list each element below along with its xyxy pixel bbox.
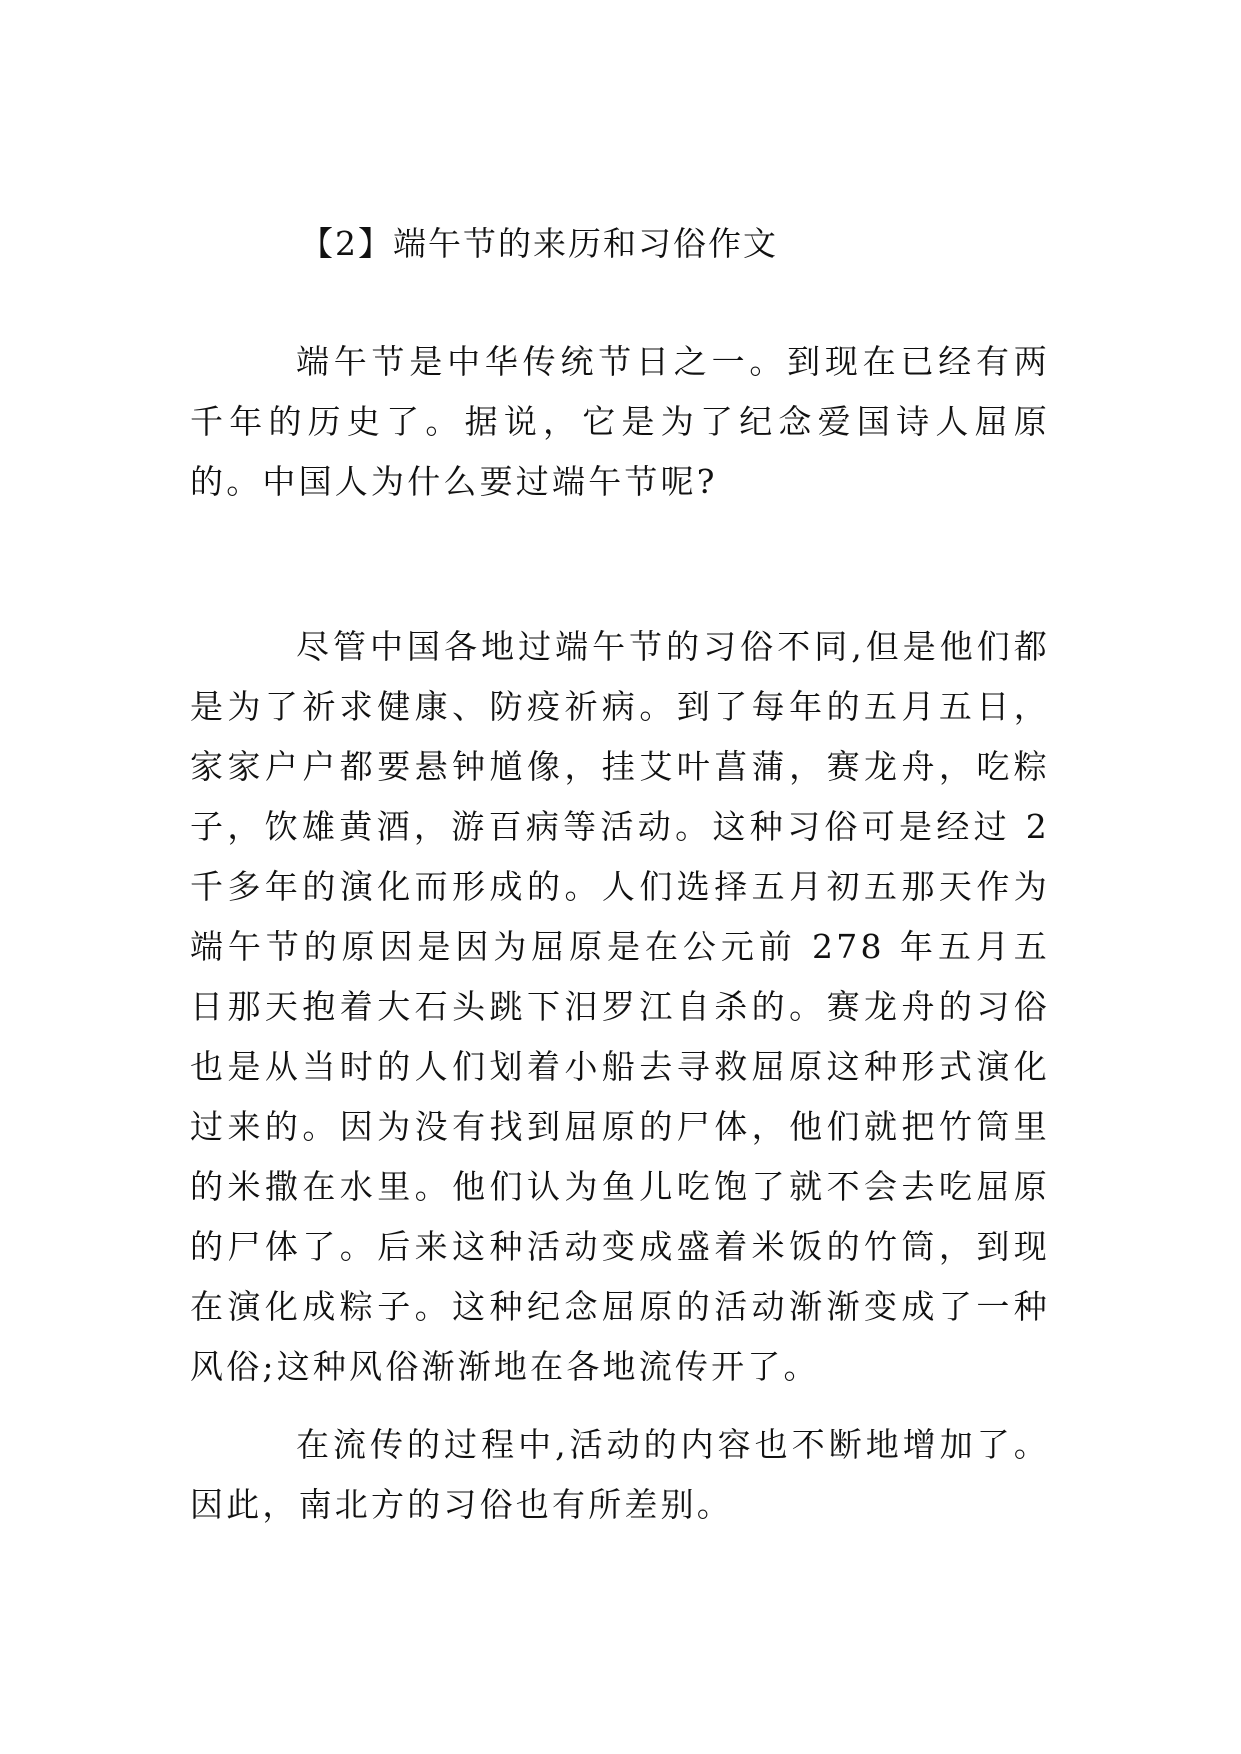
paragraph-origin: 端午节是中华传统节日之一。到现在已经有两千年的历史了。据说，它是为了纪念爱国诗人屈原的。中国人为什么要过端午节呢? xyxy=(190,342,1050,501)
paragraph-regional-differences: 在流传的过程中,活动的内容也不断地增加了。因此，南北方的习俗也有所差别。 xyxy=(190,1425,1050,1524)
paragraph-customs: 尽管中国各地过端午节的习俗不同,但是他们都是为了祈求健康、防疫祈病。到了每年的五月五日，家家户户都要悬钟馗像，挂艾叶菖蒲，赛龙舟，吃粽子，饮雄黄酒，游百病等活动。这种习俗可是经过 2 千多年的演化而形成的。人们选择五月初五那天作为端午节的原因是因为屈原是在公元前 278 年五月五日那天抱着大石头跳下汨罗江自杀的。赛龙舟的习俗也是从当时的人们划着小船去寻救屈原这种形式演化过来的。因为没有找到屈原的尸体，他们就把竹筒里的米撒在水里。他们认为鱼儿吃饱了就不会去吃屈原的尸体了。后来这种活动变成盛着米饭的竹筒，到现在演化成粽子。这种纪念屈原的活动渐渐变成了一种风俗;这种风俗渐渐地在各地流传开了。 xyxy=(190,627,1050,1386)
document-title: 【2】端午节的来历和习俗作文 xyxy=(300,224,778,263)
